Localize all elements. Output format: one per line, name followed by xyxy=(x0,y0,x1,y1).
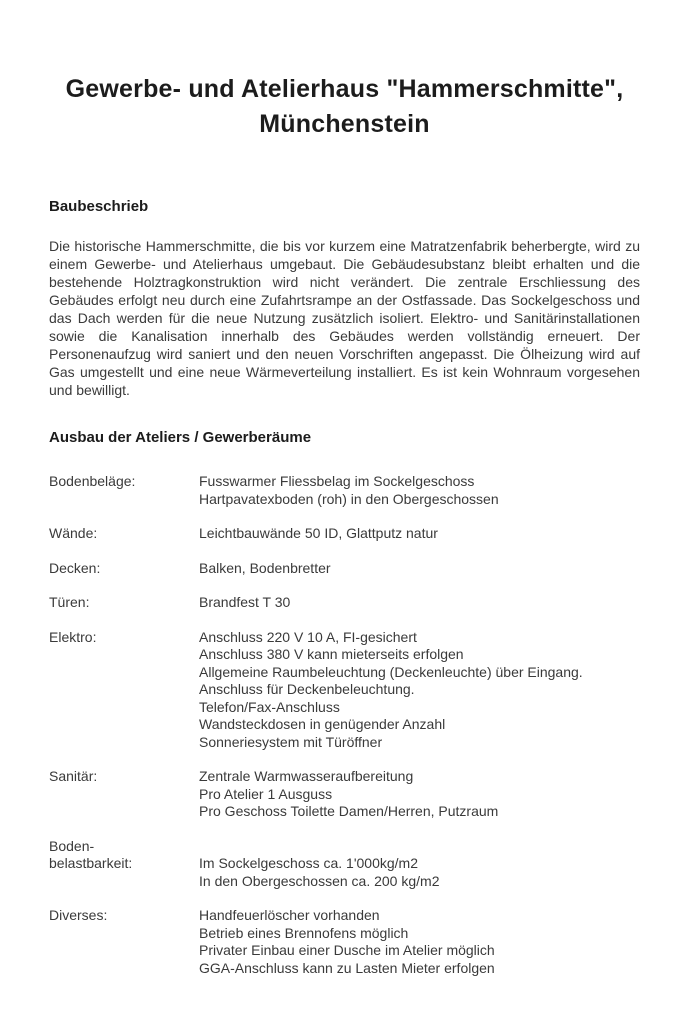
spec-value: GGA-Anschluss kann zu Lasten Mieter erfolgen xyxy=(199,959,495,976)
document-title-line-2: Münchenstein xyxy=(259,110,430,138)
spec-values xyxy=(199,560,640,578)
spec-row-bodenbelaege xyxy=(49,473,640,508)
spec-value: Privater Einbau einer Dusche im Atelier möglich xyxy=(199,942,495,958)
spec-value: Betrieb eines Brennofens möglich xyxy=(199,924,409,941)
section-heading-baubeschrieb: Baubeschrieb xyxy=(49,198,149,215)
spec-value: Anschluss 380 V kann mieterseits erfolgen xyxy=(199,646,464,662)
spec-value: Sonneriesystem mit Türöffner xyxy=(199,733,383,750)
spec-row-boden xyxy=(49,838,640,856)
spec-values xyxy=(199,629,640,752)
spec-value: Anschluss 220 V 10 A, FI-gesichert xyxy=(199,628,417,645)
spec-label: Türen: xyxy=(49,594,90,610)
section-heading-ausbau: Ausbau der Ateliers / Gewerberäume xyxy=(49,429,312,446)
spec-label: Wände: xyxy=(49,525,98,541)
spec-values xyxy=(199,768,640,821)
spec-value: Anschluss für Deckenbeleuchtung. xyxy=(199,681,415,697)
spec-value: Allgemeine Raumbeleuchtung (Deckenleuchte) über Eingang. xyxy=(199,663,583,680)
spec-row-waende xyxy=(49,525,640,543)
spec-value: Balken, Bodenbretter xyxy=(199,559,331,576)
spec-row-sanitaer xyxy=(49,768,640,821)
spec-row-tueren xyxy=(49,594,640,612)
spec-label: Sanitär: xyxy=(49,768,98,784)
spec-value: Telefon/Fax-Anschluss xyxy=(199,698,340,715)
spec-value: Im Sockelgeschoss ca. 1'000kg/m2 xyxy=(199,855,419,871)
spec-label: Diverses: xyxy=(49,907,108,923)
spec-values xyxy=(199,525,640,543)
spec-values xyxy=(199,594,640,612)
spec-table xyxy=(49,473,640,977)
intro-paragraph: Die historische Hammerschmitte, die bis vor kurzem eine Matratzenfabrik beherbergte, wird zu einem Gewerbe- und Atelierhaus umgebaut. Die Gebäudesubstanz bleibt erhalten und die bestehende Holztragkonstruktion wird nicht verändert. Die zentrale Erschliessung des Gebäudes erfolgt neu durch eine Zufahrtsrampe an der Ostfassade. Das Sockelgeschoss und das Dach werden für die neue Nutzung zusätzlich isoliert. Elektro- und Sanitärinstallationen sowie die Kanalisation innerhalb des Gebäudes werden vollständig erneuert. Der Personenaufzug wird saniert und den neuen Vorschriften angepasst. Die Ölheizung wird auf Gas umgestellt und eine neue Wärmeverteilung installiert. Es ist kein Wohnraum vorgesehen und bewilligt. xyxy=(49,238,640,398)
spec-row-elektro xyxy=(49,629,640,752)
spec-label: Elektro: xyxy=(49,628,97,645)
spec-value: Zentrale Warmwasseraufbereitung xyxy=(199,768,414,784)
spec-value: Hartpavatexboden (roh) in den Obergeschossen xyxy=(199,490,499,507)
spec-row-belastbarkeit xyxy=(49,855,640,890)
spec-values xyxy=(199,838,640,856)
spec-value: Fusswarmer Fliessbelag im Sockelgeschoss xyxy=(199,473,475,489)
spec-value: In den Obergeschossen ca. 200 kg/m2 xyxy=(199,872,440,889)
spec-row-decken xyxy=(49,560,640,578)
spec-value: Pro Geschoss Toilette Damen/Herren, Putzraum xyxy=(199,803,499,819)
spec-value: Handfeuerlöscher vorhanden xyxy=(199,907,380,923)
document-title-line-1: Gewerbe- und Atelierhaus "Hammerschmitte", xyxy=(65,75,624,103)
spec-value: Pro Atelier 1 Ausguss xyxy=(199,785,333,802)
spec-label: Boden- xyxy=(49,837,95,854)
spec-values xyxy=(199,907,640,977)
spec-value: Leichtbauwände 50 ID, Glattputz natur xyxy=(199,525,438,541)
spec-row-diverses xyxy=(49,907,640,977)
spec-label: Decken: xyxy=(49,559,101,576)
spec-label: Bodenbeläge: xyxy=(49,473,136,489)
spec-label: belastbarkeit: xyxy=(49,855,133,871)
spec-value: Brandfest T 30 xyxy=(199,594,291,610)
spec-value: Wandsteckdosen in genügender Anzahl xyxy=(199,716,446,732)
document-title xyxy=(49,72,640,142)
spec-values xyxy=(199,473,640,508)
spec-values xyxy=(199,855,640,890)
